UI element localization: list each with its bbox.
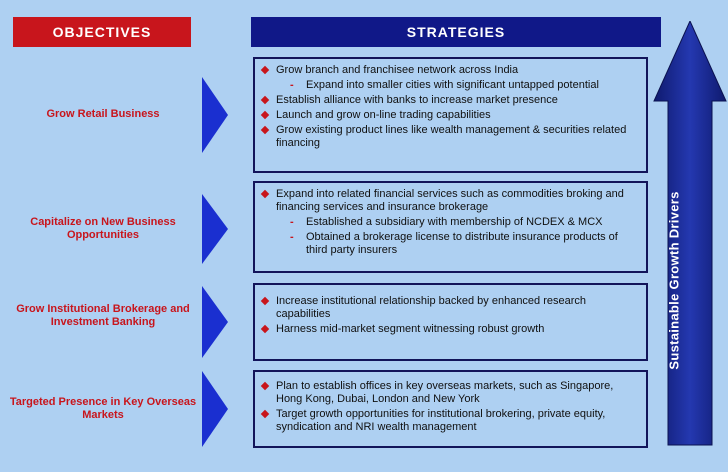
strategy-text: Harness mid-market segment witnessing robust growth <box>276 323 545 335</box>
strategy-sub-text: Obtained a brokerage license to distribute insurance products of third party insurers <box>306 231 618 256</box>
chevron-right-icon <box>202 194 228 264</box>
strategy-sub-text: Expand into smaller cities with significant untapped potential <box>306 79 599 91</box>
strategy-bullet <box>261 295 640 321</box>
chevron-right-icon <box>202 371 228 447</box>
strategy-bullet <box>261 408 640 434</box>
strategy-text: Establish alliance with banks to increase market presence <box>276 94 558 106</box>
dash-bullet-icon: - <box>290 79 294 91</box>
dash-bullet-icon: - <box>290 216 294 228</box>
strategy-sub-bullet <box>261 79 640 92</box>
strategy-bullet <box>261 109 640 122</box>
strategy-sub-text: Established a subsidiary with membership of NCDEX & MCX <box>306 216 603 228</box>
growth-drivers-label <box>652 120 696 440</box>
strategy-box-retail <box>253 57 648 173</box>
diamond-bullet-icon <box>261 190 269 198</box>
strategy-bullet <box>261 94 640 107</box>
diamond-bullet-icon <box>261 66 269 74</box>
diamond-bullet-icon <box>261 325 269 333</box>
strategy-text: Grow branch and franchisee network across India <box>276 64 519 76</box>
strategy-text: Launch and grow on-line trading capabilities <box>276 109 491 121</box>
strategies-header: STRATEGIES <box>251 17 661 47</box>
strategy-box-new-business <box>253 181 648 273</box>
strategy-box-institutional <box>253 283 648 361</box>
objective-grow-retail: Grow Retail Business <box>46 108 160 120</box>
diamond-bullet-icon <box>261 111 269 119</box>
diamond-bullet-icon <box>261 126 269 134</box>
strategy-bullet <box>261 124 640 150</box>
diamond-bullet-icon <box>261 382 269 390</box>
chevron-right-icon <box>202 286 228 358</box>
strategy-bullet <box>261 323 640 336</box>
objectives-header: OBJECTIVES <box>13 17 191 47</box>
strategy-bullet <box>261 188 640 214</box>
chevron-right-icon <box>202 77 228 153</box>
objective-new-business: Capitalize on New Business Opportunities <box>30 216 176 241</box>
objective-institutional: Grow Institutional Brokerage and Investment Banking <box>16 303 190 328</box>
strategy-text: Plan to establish offices in key overseas markets, such as Singapore, Hong Kong, Dubai, London and New York <box>276 380 614 405</box>
strategy-sub-bullet <box>261 231 640 257</box>
strategy-bullet <box>261 380 640 406</box>
strategy-sub-bullet <box>261 216 640 229</box>
diamond-bullet-icon <box>261 410 269 418</box>
diamond-bullet-icon <box>261 297 269 305</box>
objective-overseas: Targeted Presence in Key Overseas Markets <box>9 396 197 421</box>
growth-drivers-text: Sustainable Growth Drivers <box>666 190 682 370</box>
dash-bullet-icon: - <box>290 231 294 243</box>
strategy-text: Target growth opportunities for institutional brokering, private equity, syndication and NRI wealth management <box>276 408 606 433</box>
strategy-bullet <box>261 64 640 77</box>
strategy-text: Grow existing product lines like wealth management & securities related financing <box>276 124 627 149</box>
strategy-text: Expand into related financial services such as commodities broking and financing services and insurance brokerage <box>276 188 624 213</box>
strategy-text: Increase institutional relationship backed by enhanced research capabilities <box>276 295 587 320</box>
diamond-bullet-icon <box>261 96 269 104</box>
strategy-box-overseas <box>253 370 648 448</box>
